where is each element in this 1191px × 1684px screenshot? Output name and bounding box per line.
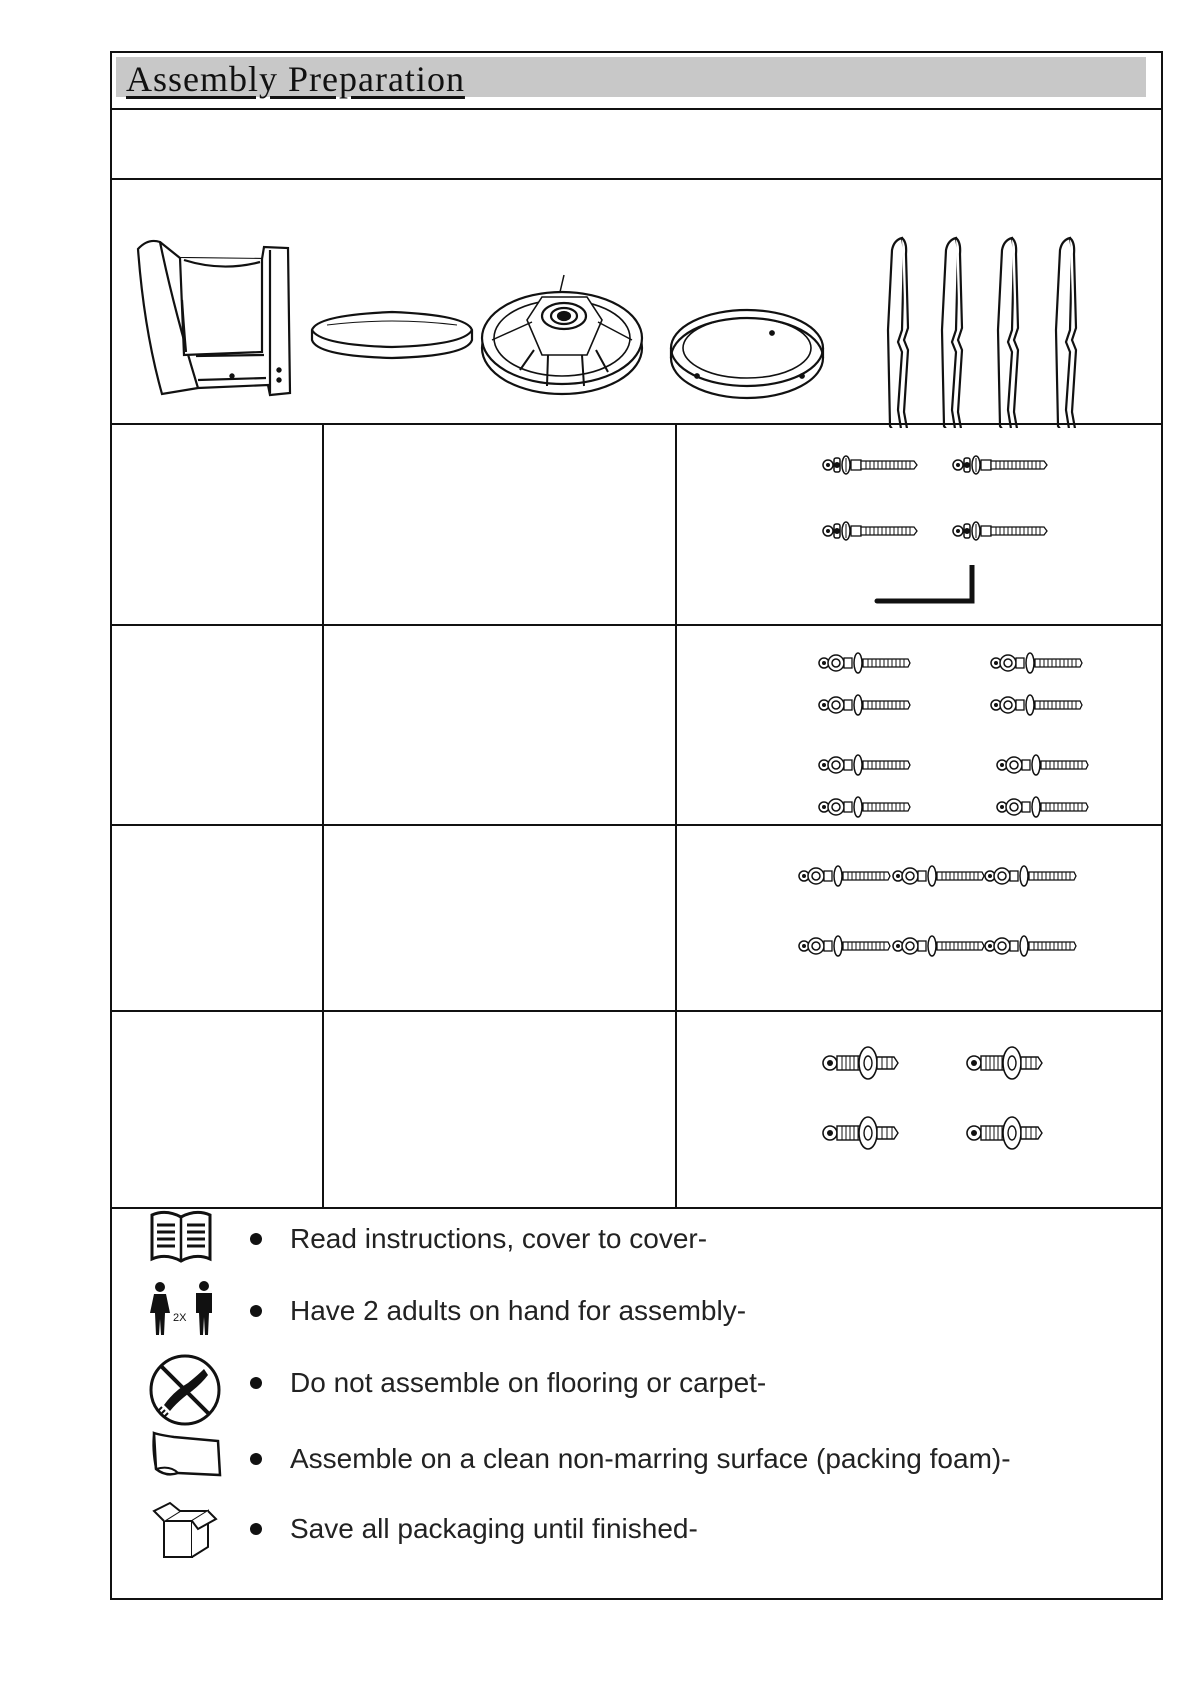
hardware-row-2 [712,633,1142,823]
ring-frame-icon [671,310,823,398]
bolt-icon [991,695,1082,715]
bullet [250,1305,262,1317]
tip-text: Save all packaging until finished- [290,1513,698,1544]
bolt-icon [985,936,1076,956]
leg-icon [942,238,962,428]
bullet [250,1523,262,1535]
chair-back-icon [138,241,290,395]
leg-icon [888,238,908,428]
two-adults-icon [148,1281,218,1337]
tip-text: Assemble on a clean non-marring surface (packing foam)- [290,1443,1011,1474]
bolt-icon [819,695,910,715]
bolt-icon [823,1047,898,1079]
bolt-icon [819,755,910,775]
bolt-icon [799,936,890,956]
title-bar [116,57,1146,97]
bolt-icon [997,797,1088,817]
bullet [250,1377,262,1389]
bolt-icon [799,866,890,886]
bolt-icon [967,1047,1042,1079]
hardware-row-3 [712,838,1142,998]
tip-item [112,1281,1161,1351]
tip-text: Read instructions, cover to cover- [290,1223,708,1254]
leg-icon [1056,238,1076,428]
bolt-icon [893,936,984,956]
tip-text: Do not assemble on flooring or carpet- [290,1367,767,1398]
seat-cushion-icon [312,312,472,358]
bolt-icon [953,456,1047,474]
bolt-icon [819,653,910,673]
bolt-icon [893,866,984,886]
tip-text: Have 2 adults on hand for assembly- [290,1295,747,1326]
bolt-icon [823,456,917,474]
bolt-icon [953,522,1047,540]
tip-item [112,1499,1161,1569]
allen-key-icon [877,565,972,601]
assembly-sheet [110,51,1163,1600]
leg-icon [998,238,1018,428]
column-divider [322,423,324,1207]
tip-item [112,1429,1161,1499]
row-divider [112,1010,1161,1012]
bolt-icon [997,755,1088,775]
row-divider [112,824,1161,826]
tip-item [112,1353,1161,1423]
icon-label: 2X [173,1312,187,1324]
page-title: Assembly Preparation [126,59,465,99]
bullet [250,1233,262,1245]
tip-item [112,1209,1161,1279]
assembly-tips [112,1209,1161,1600]
bolt-icon [823,1117,898,1149]
swivel-base-icon [482,275,642,394]
foam-sheet-icon [148,1429,224,1483]
bullet [250,1453,262,1465]
divider [112,108,1161,110]
divider [112,423,1161,425]
row-divider [112,624,1161,626]
bolt-icon [991,653,1082,673]
book-icon [148,1209,214,1265]
parts-overview [112,180,1161,428]
bolt-icon [985,866,1076,886]
box-icon [148,1499,220,1561]
hardware-row-4 [712,1028,1142,1198]
bolt-icon [967,1117,1042,1149]
column-divider [675,423,677,1207]
no-carpet-icon [148,1353,222,1427]
hardware-row-1 [712,433,1142,623]
bolt-icon [823,522,917,540]
bolt-icon [819,797,910,817]
